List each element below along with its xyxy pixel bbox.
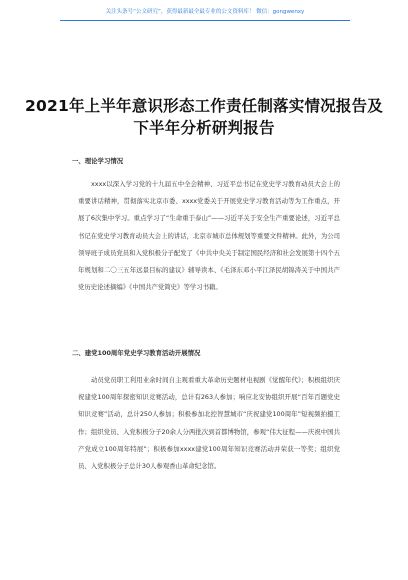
section-paragraph-theory-study: xxxx以深入学习党的十九届五中全会精神、习近平总书记在党史学习教育动员大会上的重要讲话精神，贯彻落实北京市委、xxxx党委关于开展党史学习教育活动等为工作重点，开展了6次集中学习。重点学习了“生命重于泰山”——习近平关于安全生产重要论述，习近平总书记在党史学习教育动员大会上的讲话，北京市城市总体规划等重要文件精神。此外，为公司领导班子成员党员和入党积极分子配发了《中共中央关于制定国民经济和社会发展第十四个五年规划和二〇三五年远景目标的建议》辅导读本、《毛泽东邓小平江泽民胡锦涛关于中国共产党历史论述摘编》《中国共产党简史》等学习书籍。: [78, 180, 341, 292]
section-heading-party-history: 二、建党100周年党史学习教育活动开展情况: [72, 349, 201, 357]
top-banner[interactable]: 关注头条号“公文研究”，获得最新最全最专业的公文资料库！ 微信：gongwenxy: [60, 6, 350, 21]
section-heading-theory-study: 一、理论学习情况: [72, 157, 124, 165]
section-paragraph-party-history: 动员党员职工利用业余时间自主观看重大革命历史题材电视剧《觉醒年代》；积极组织庆祝建党100周年探密知识竞赛活动，总计有263人参加；响应北安协组织开展“百年百题党史知识竞赛”活动，总计250人参加；积极参加北控智慧城市“庆祝建党100周年”短视频拍摄工作；组织党员、入党积极分子20余人分两批次到首都博物馆，参观“伟大征程——庆祝中国共产党成立100周年特展”；积极参加xxxx建党100周年知识竞赛活动并荣获一等奖；组织党员、入党积极分子总计30人参观香山革命纪念馆。: [78, 376, 340, 471]
document-title: 2021年上半年意识形态工作责任制落实情况报告及下半年分析研判报告: [25, 97, 383, 137]
